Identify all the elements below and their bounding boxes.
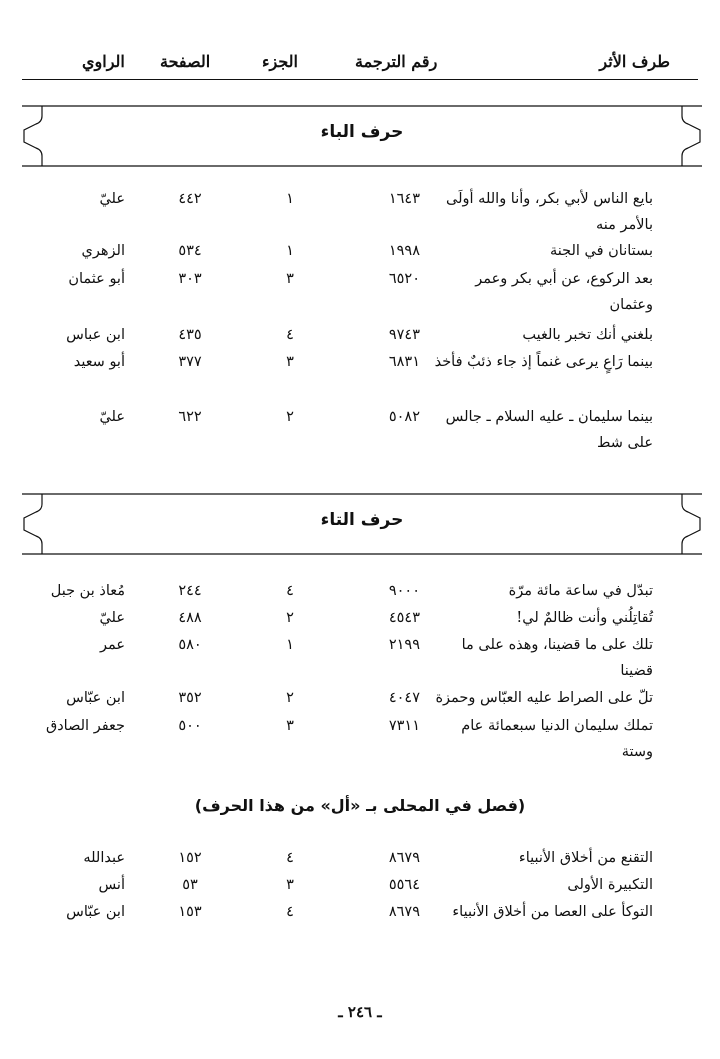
section-banner-baa (18, 100, 706, 172)
entry-number: ٨٦٧٩ (388, 850, 420, 866)
header-col-text: طرف الأثر (599, 52, 670, 71)
entry-number: ٦٥٢٠ (388, 271, 420, 287)
entry-narrator: أنس (98, 877, 125, 893)
entry-part: ١ (286, 243, 294, 259)
entry-part: ١ (286, 191, 294, 207)
entry-page: ٤٤٢ (178, 191, 202, 207)
entry-narrator: ابن عبّاس (66, 690, 125, 706)
entry-number: ٥٥٦٤ (388, 877, 420, 893)
entry-part: ٤ (286, 904, 294, 920)
entry-part: ٣ (286, 718, 294, 734)
entry-part: ٣ (286, 877, 294, 893)
entry-narrator: عليّ (99, 610, 125, 626)
entry-part: ٤ (286, 327, 294, 343)
entry-text: تُقاتِلُني وأنت ظالمٌ لي! (516, 610, 653, 626)
entry-text: بستانان في الجنة (549, 243, 653, 259)
entry-narrator: عليّ (99, 191, 125, 207)
subsection-title: (فصل في المحلى بـ «أل» من هذا الحرف) (194, 796, 526, 815)
entry-narrator: ابن عبّاس (66, 904, 125, 920)
entry-narrator: عليّ (99, 409, 125, 425)
entry-text: بايع الناس لأبي بكر، وأنا والله أولَى بالأمر منه (446, 191, 653, 233)
section-title: حرف الباء (320, 122, 404, 142)
entry-part: ٤ (286, 583, 294, 599)
entry-narrator: عبدالله (83, 850, 125, 866)
header-col-number: رقم الترجمة (355, 52, 438, 71)
entry-page: ٣٧٧ (178, 354, 202, 370)
entry-page: ٣٠٣ (178, 271, 202, 287)
entry-narrator: أبو عثمان (68, 271, 125, 287)
entry-number: ١٦٤٣ (388, 191, 420, 207)
entry-page: ٥٣٤ (178, 243, 202, 259)
entry-page: ١٥٢ (178, 850, 202, 866)
entry-number: ٩٠٠٠ (388, 583, 420, 599)
entry-part: ١ (286, 637, 294, 653)
entry-page: ٤٣٥ (178, 327, 202, 343)
entry-page: ٣٥٢ (178, 690, 202, 706)
entry-part: ٢ (286, 409, 294, 425)
header-rule (22, 79, 698, 80)
entry-number: ٤٥٤٣ (388, 610, 420, 626)
entry-narrator: مُعاذ بن جبل (50, 583, 125, 599)
header-col-page: الصفحة (160, 52, 211, 71)
entry-narrator: جعفر الصادق (45, 718, 125, 734)
entry-page: ٥٨٠ (178, 637, 202, 653)
entry-text: التقنع من أخلاق الأنبياء (518, 850, 653, 866)
page-number: ـ ٢٤٦ ـ (338, 1003, 382, 1021)
entry-number: ٢١٩٩ (388, 637, 420, 653)
entry-number: ٦٨٣١ (388, 354, 420, 370)
entry-part: ٣ (286, 271, 294, 287)
entry-number: ٨٦٧٩ (388, 904, 420, 920)
entry-text: تملك سليمان الدنيا سبعمائة عام وستة (461, 718, 653, 760)
entry-part: ٤ (286, 850, 294, 866)
entry-text: تبدّل في ساعة مائة مرّة (508, 583, 653, 599)
entry-narrator: عمر (99, 637, 125, 653)
entry-text: بلغني أنك تخبر بالغيب (522, 327, 653, 343)
entry-part: ٢ (286, 610, 294, 626)
entry-page: ٦٢٢ (178, 409, 202, 425)
section-title: حرف التاء (320, 510, 404, 530)
entry-number: ٩٧٤٣ (388, 327, 420, 343)
entry-text: بينما رَاعٍ يرعى غنماً إذ جاء ذئبٌ فأخذ (434, 354, 653, 370)
header-col-narrator: الراوي (82, 52, 125, 71)
entry-narrator: الزهري (81, 243, 125, 259)
entry-text: تلّ على الصراط عليه العبّاس وحمزة (435, 690, 653, 706)
entry-part: ٢ (286, 690, 294, 706)
entry-part: ٣ (286, 354, 294, 370)
entry-number: ٧٣١١ (388, 718, 420, 734)
entry-page: ٢٤٤ (178, 583, 202, 599)
entry-text: التكبيرة الأولى (567, 877, 653, 893)
entry-text: تلك على ما قضينا، وهذه على ما قضينا (461, 637, 653, 679)
entry-text: التوكأ على العصا من أخلاق الأنبياء (452, 904, 653, 920)
entry-narrator: ابن عباس (66, 327, 125, 343)
entry-number: ١٩٩٨ (388, 243, 420, 259)
entry-number: ٥٠٨٢ (388, 409, 420, 425)
entry-number: ٤٠٤٧ (388, 690, 420, 706)
entry-page: ٥٣ (182, 877, 198, 893)
entry-text: بعد الركوع، عن أبي بكر وعمر وعثمان (475, 271, 653, 313)
header-col-part: الجزء (262, 52, 298, 71)
entry-narrator: أبو سعيد (73, 354, 125, 370)
entry-page: ١٥٣ (178, 904, 202, 920)
entry-text: بينما سليمان ـ عليه السلام ـ جالس على شط (445, 409, 653, 451)
entry-page: ٤٨٨ (178, 610, 202, 626)
section-banner-taa (18, 488, 706, 560)
entry-page: ٥٠٠ (178, 718, 202, 734)
